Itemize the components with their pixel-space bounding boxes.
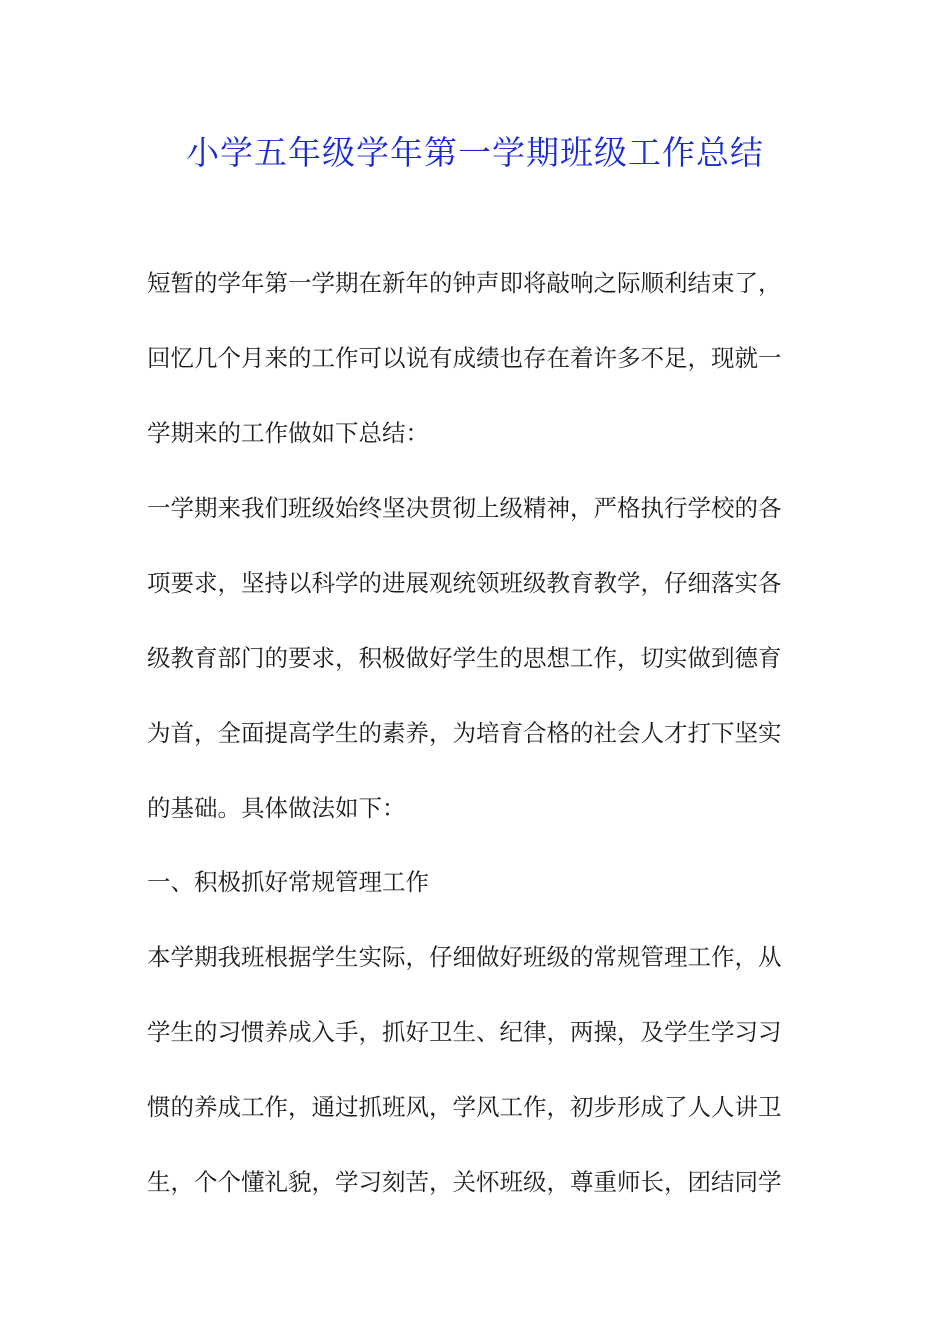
- body-line: 级教育部门的要求，积极做好学生的思想工作，切实做到德育: [147, 644, 782, 672]
- body-line: 本学期我班根据学生实际，仔细做好班级的常规管理工作，从: [147, 943, 782, 971]
- body-line: 回忆几个月来的工作可以说有成绩也存在着许多不足，现就一: [147, 344, 782, 372]
- body-line: 短暂的学年第一学期在新年的钟声即将敲响之际顺利结束了，: [147, 269, 782, 297]
- body-line: 为首，全面提高学生的素养，为培育合格的社会人才打下坚实: [147, 719, 782, 747]
- document-title: 小学五年级学年第一学期班级工作总结: [186, 133, 764, 172]
- body-line: 项要求，坚持以科学的进展观统领班级教育教学，仔细落实各: [147, 569, 782, 597]
- section-heading: 一、积极抓好常规管理工作: [147, 868, 429, 896]
- body-line: 惯的养成工作，通过抓班风，学风工作，初步形成了人人讲卫: [147, 1093, 782, 1121]
- body-line: 学期来的工作做如下总结：: [147, 419, 429, 447]
- body-line: 生，个个懂礼貌，学习刻苦，关怀班级，尊重师长，团结同学: [147, 1168, 782, 1196]
- body-line: 一学期来我们班级始终坚决贯彻上级精神，严格执行学校的各: [147, 494, 782, 522]
- body-line: 学生的习惯养成入手，抓好卫生、纪律，两操，及学生学习习: [147, 1018, 782, 1046]
- body-line: 的基础。具体做法如下：: [147, 794, 406, 822]
